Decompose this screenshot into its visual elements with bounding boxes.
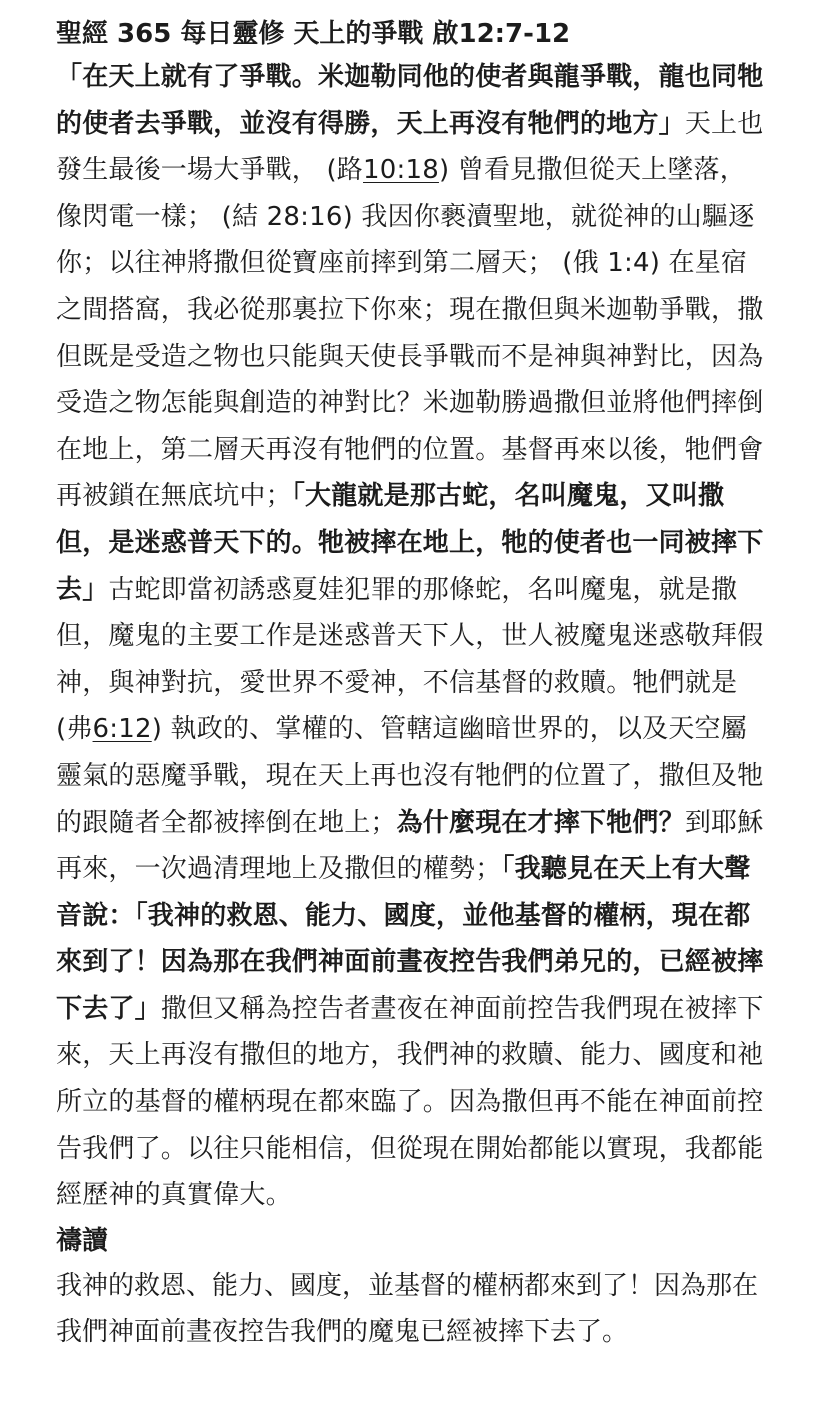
scripture-ref-link-1[interactable]: 10:18 [363, 155, 439, 186]
body-text-5: 到耶穌再來，一次過清理地上及撒但的權勢； [56, 807, 764, 885]
body-text-6: 撒但又稱為控告者晝夜在神面前控告我們現在被摔下來，天上再沒有撒但的地方，我們神的救贖、能力、國度和祂所立的基督的權柄現在都來臨了。因為撒但再不能在神面前控告我們了。以往只能相信，但從現在開始都能以實現，我都能經歷神的真實偉大。 [56, 993, 764, 1211]
scripture-ref-link-2[interactable]: 6:12 [92, 714, 152, 745]
scripture-quote-2: 「大龍就是那古蛇，名叫魔鬼，又叫撒但，是迷惑普天下的。牠被摔在地上，牠的使者也一同被摔下去」 [56, 481, 764, 605]
question-text: 為什麼現在才摔下牠們？ [396, 807, 685, 838]
scripture-quote-1: 「在天上就有了爭戰。米迦勒同他的使者與龍爭戰，龍也同牠的使者去爭戰，並沒有得勝，天上再沒有牠們的地方」 [56, 62, 764, 139]
body-text-3: 古蛇即當初誘惑夏娃犯罪的那條蛇，名叫魔鬼，就是撒但，魔鬼的主要工作是迷惑普天下人，世人被魔鬼迷惑敬拜假神，與神對抗，愛世界不愛神，不信基督的救贖。牠們就是 (弗 [56, 574, 764, 745]
body-text-4: ) 執政的、掌權的、管轄這幽暗世界的，以及天空屬靈氣的惡魔爭戰，現在天上再也沒有牠們的位置了，撒但及牠的跟隨者全都被摔倒在地上； [56, 714, 764, 838]
body-text-2: ) 曾看見撒但從天上墜落，像閃電一樣； (結 28:16) 我因你褻瀆聖地，就從神的山驅逐你；以往神將撒但從寶座前摔到第二層天； (俄 1:4) 在星宿之間搭窩，我必從那裏拉下你來；現在撒但與米迦勒爭戰，撒但既是受造之物也只能與天使長爭戰而不是神與神對比，因為受造之物怎能與創造的神對比？米迦勒勝過撒但並將他們摔倒在地上，第二層天再沒有牠們的位置。基督再來以後，牠們會再被鎖在無底坑中； [56, 155, 764, 512]
prayer-text: 我神的救恩、能力、國度，並基督的權柄都來到了！因為那在我們神面前晝夜控告我們的魔鬼已經被摔下去了。 [56, 1270, 759, 1347]
scripture-quote-3: 「我聽見在天上有大聲音說：「我神的救恩、能力、國度，並他基督的權柄，現在都來到了！因為那在我們神面前晝夜控告我們弟兄的，已經被摔下去了」 [56, 854, 764, 1024]
devotional-body [56, 54, 772, 1219]
prayer-heading: 禱讀 [56, 1225, 109, 1256]
devotional-page [56, 14, 772, 1355]
body-text-1: 天上也發生最後一場大爭戰， (路 [56, 108, 764, 186]
page-title: 聖經 365 每日靈修 天上的爭戰 啟12:7-12 [56, 19, 571, 49]
